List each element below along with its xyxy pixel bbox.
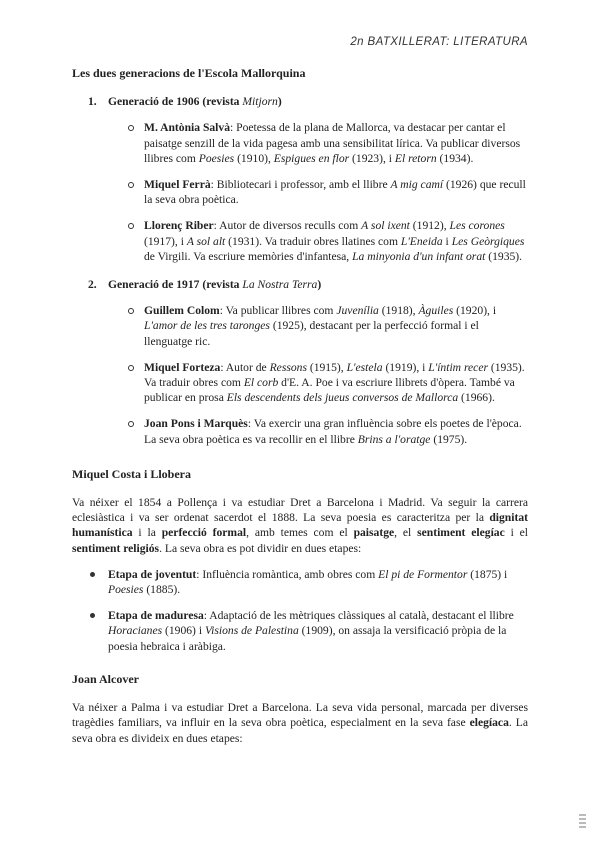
bullet-icon [90, 613, 95, 618]
author-name: Llorenç Riber [144, 219, 214, 233]
work-title: Juvenília [336, 304, 379, 318]
stage-text: (1906) i [162, 624, 205, 638]
work-title: Les corones [449, 219, 505, 233]
gen-label: Generació de 1917 (revista [108, 278, 243, 292]
author-text: de Virgili. Va escriure memòries d'infantesa, [144, 249, 353, 263]
para-text: , amb temes com el [246, 526, 354, 540]
stage-text: : Influència romàntica, amb obres com [196, 567, 379, 581]
author-text: : Poetessa de la plana de Mallorca, va destacar per cantar el paisatge senzill de la vida pagesa amb una sensibilitat lírica. Va publicar diversos llibres com [144, 121, 521, 165]
emphasis: elegíaca [469, 716, 509, 730]
author-text: : Autor de diversos reculls com [213, 219, 362, 233]
stage-text: (1909), on assaja la versificació pròpia de la poesia hebraica i aràbiga. [108, 624, 507, 653]
author-name: M. Antònia Salvà [144, 121, 231, 135]
work-title: Poesies [198, 151, 235, 165]
author-text: (1915), [306, 360, 347, 374]
para-text: , el [394, 526, 418, 540]
author-text: i [442, 234, 452, 248]
work-title: Horacianes [108, 624, 163, 638]
work-title: Espigues en flor [273, 151, 350, 165]
work-title: L'Eneida [400, 234, 443, 248]
para-text: i la [132, 526, 162, 540]
work-title: Brins a l'oratge [357, 432, 431, 446]
work-title: Els descendents dels jueus conversos de Mallorca [226, 391, 459, 405]
stage-joventut [72, 567, 528, 597]
circle-bullet-icon [128, 308, 134, 314]
author-text: (1926) que recull la seva obra poètica. [144, 178, 526, 207]
author-text: (1920), i [453, 304, 497, 318]
work-title: L'íntim recer [428, 360, 488, 374]
emphasis: dignitat humanística [72, 511, 528, 540]
costa-paragraph [72, 495, 528, 556]
content [72, 66, 528, 746]
list-number: 2. [88, 278, 97, 292]
author-text: (1912), [409, 219, 450, 233]
work-title: El corb [243, 376, 279, 390]
work-title: El pi de Formentor [378, 567, 468, 581]
stage-text: (1875) i [467, 567, 508, 581]
author-salva [72, 120, 528, 166]
work-title: A sol alt [186, 234, 226, 248]
author-text: : Autor de [220, 360, 270, 374]
work-title: L'estela [346, 360, 383, 374]
work-title: El retorn [394, 151, 437, 165]
author-name: Miquel Forteza [144, 360, 221, 374]
work-title: A sol ixent [361, 219, 410, 233]
author-text: (1918), [378, 304, 419, 318]
work-title: L'amor de les tres taronges [144, 319, 270, 333]
author-text: (1934). [436, 151, 474, 165]
stage-name: Etapa de joventut [108, 567, 197, 581]
work-title: Ressons [269, 360, 307, 374]
stage-text: : Adaptació de les mètriques clàssiques al català, destacant el llibre [203, 609, 514, 623]
circle-bullet-icon [128, 421, 134, 427]
gen-close: ) [277, 95, 282, 109]
para-text: i el [504, 526, 529, 540]
list-number: 1. [88, 95, 97, 109]
work-title: La minyonia d'un infant orat [352, 249, 486, 263]
author-name: Joan Pons i Marquès [144, 417, 248, 431]
para-text: . La seva obra es divideix en dues etapes: [72, 716, 528, 745]
author-name: Miquel Ferrà [144, 178, 211, 192]
stage-text: (1885). [143, 583, 181, 597]
author-name: Guillem Colom [144, 304, 220, 318]
author-text: (1917), i [144, 234, 187, 248]
emphasis: sentiment elegíac [417, 526, 505, 540]
emphasis: paisatge [353, 526, 395, 540]
bullet-icon [90, 572, 95, 577]
gen-label: Generació de 1906 (revista [108, 95, 243, 109]
author-text: (1935). Va traduir obres com [144, 360, 525, 390]
page-header: 2n BATXILLERAT: LITERATURA [350, 36, 528, 48]
author-text: (1919), i [382, 360, 429, 374]
author-text: (1975). [430, 432, 468, 446]
magazine-name: La Nostra Terra [242, 278, 318, 292]
work-title: A mig camí [390, 178, 444, 192]
para-text: Va néixer el 1854 a Pollença i va estudiar Dret a Barcelona i Madrid. Va seguir la carrera eclesiàstica i va ser ordenat sacerdot el 1888. La seva poesia es caracteritza per la [72, 496, 528, 525]
stage-maduresa [72, 608, 528, 654]
emphasis: perfecció formal [161, 526, 247, 540]
alcover-paragraph [72, 700, 528, 746]
author-text: : Va exercir una gran influència sobre els poetes de l'època. La seva obra poètica es va recollir en el llibre [144, 417, 522, 446]
author-ferra [72, 177, 528, 207]
author-text: (1935). [485, 249, 523, 263]
author-text: (1910), [234, 151, 274, 165]
work-title: Àguiles [418, 304, 454, 318]
alcover-heading: Joan Alcover [72, 671, 139, 686]
author-text: : Va publicar llibres com [219, 304, 337, 318]
para-text: . La seva obra es pot dividir en dues etapes: [159, 541, 362, 555]
work-title: Les Geòrgiques [451, 234, 525, 248]
author-text: : Bibliotecari i professor, amb el llibre [210, 178, 391, 192]
author-text: d'E. A. Poe i va escriure llibrets d'òpera. També va publicar en prosa [144, 376, 515, 405]
author-text: (1925), destacant per la perfecció formal i el llenguatge ric. [144, 319, 479, 348]
author-riber [72, 218, 528, 264]
author-text: (1923), i [349, 151, 395, 165]
magazine-name: Mitjorn [242, 95, 278, 109]
page-scroll-indicator [579, 814, 586, 830]
costa-heading: Miquel Costa i Llobera [72, 466, 191, 481]
circle-bullet-icon [128, 125, 134, 131]
author-colom [72, 303, 528, 349]
author-forteza [72, 360, 528, 406]
work-title: Poesies [108, 583, 144, 597]
author-pons [72, 416, 528, 446]
generation-1906-heading [72, 94, 528, 109]
generation-1917-heading [72, 277, 528, 292]
section-title: Les dues generacions de l'Escola Mallorquina [72, 66, 306, 80]
para-text: Va néixer a Palma i va estudiar Dret a Barcelona. La seva vida personal, marcada per diverses tragèdies familiars, va influir en la seva obra poètica, especialment en la seva fase [72, 701, 528, 730]
circle-bullet-icon [128, 365, 134, 371]
stage-name: Etapa de maduresa [108, 609, 204, 623]
gen-close: ) [317, 278, 322, 292]
circle-bullet-icon [128, 223, 134, 229]
work-title: Visions de Palestina [204, 624, 299, 638]
author-text: (1966). [458, 391, 495, 405]
emphasis: sentiment religiós [72, 541, 160, 555]
circle-bullet-icon [128, 182, 134, 188]
author-text: (1931). Va traduir obres llatines com [225, 234, 401, 248]
